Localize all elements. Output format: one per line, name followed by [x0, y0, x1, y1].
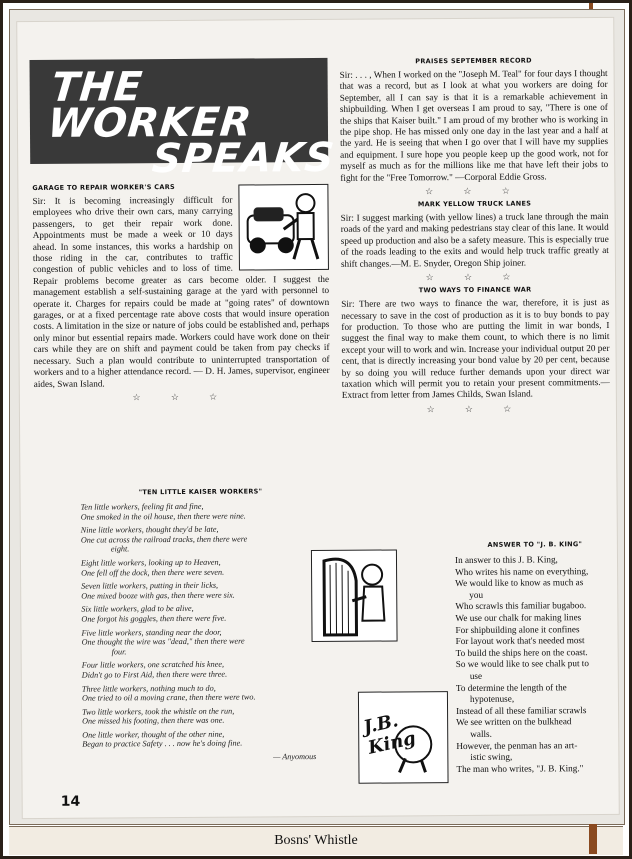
poem-line: One little worker, thought of the other nine,: [82, 729, 225, 740]
poem-line: Five little workers, standing near the door,: [81, 627, 222, 638]
answer-line: use: [469, 670, 483, 681]
poem-stanza: [81, 524, 321, 554]
poem-stanza: [81, 627, 321, 657]
poem: [80, 487, 322, 763]
poem-stanza: [81, 580, 321, 601]
poem-line: One smoked in the oil house, then there were nine.: [80, 511, 246, 522]
banner-line-1: THE WORKER: [45, 64, 255, 147]
divider-stars: ☆ ☆ ☆: [426, 403, 526, 414]
poem-line: One forgot his goggles, then there were five.: [81, 613, 227, 624]
poem-stanza: [82, 706, 322, 727]
corner-marker: [589, 824, 597, 854]
finance-heading: TWO WAYS TO FINANCE WAR: [418, 285, 532, 295]
answer-line: Who writes his name on everything,: [455, 565, 589, 577]
poem-line: One mixed booze with gas, then there were six.: [81, 590, 235, 601]
poem-line: Two little workers, took the whistle on the run,: [82, 706, 235, 717]
poem-line: eight.: [110, 544, 130, 554]
answer-line: you: [469, 589, 484, 600]
answer-line: walls.: [470, 728, 492, 739]
poem-line: Didn't go to First Aid, then there were three.: [81, 669, 228, 680]
praises-text: Sir: . . . , When I worked on the "Joseph M. Teal" for four days I thought that was a record, but as I look at what you workers are doing for September, all I can say is that it is a remarkable achievement in shipbuilding. When I get overseas I am proud to say, "There is one of the ships that Kaiser built." I am proud of my brother who is working in the pipe shop. He has missed only one day in the last year and a half at the yard. He is seeing that when I go over that I will have my supplies and equipment. I sure hope you people keep up the good work, not for myself as much as for the millions like me that have left their jobs to fight for the "Free Tomorrow." —Corporal Eddie Gross.: [339, 67, 609, 183]
answer-line: In answer to this J. B. King,: [454, 554, 558, 566]
poem-line: Eight little workers, looking up to Heaven,: [80, 557, 221, 568]
poem-line: One cut across the railroad tracks, then there were: [80, 534, 248, 545]
answer-heading: ANSWER TO "J. B. KING": [487, 540, 583, 549]
divider-stars: ☆ ☆ ☆: [425, 185, 524, 197]
garage-letter: [32, 182, 330, 407]
harp-illustration: [311, 549, 398, 642]
poem-author: — Anyomous: [273, 752, 317, 762]
garage-text: Sir: It is becoming increasingly difficult for employees who drive their own cars, many carrying passengers, to get their repair work done. Appointments must be made a week or 10 days ahead. In some instances, this works a hardship on those riding in the car, contributes to traffic congestion of public vehicles and to loss of time. Repair problems become greater as cars become older. I suggest the management establish a self-sustaining garage at the yard with personnel to operate it. Charges for repairs could be made at "going rates" of downtown garages, or at a fixed percentage rate above costs that would insure operation costs. A limitation in the size or nature of jobs could be established and, perhaps only minor but essential repairs made. Workers could have work done on their cars while they are on shift and payment could be taken from pay checks if necessary. Such a plan would contribute to uninterrupted transportation of workers and to a higher attendance record. — D. H. James, supervisor, engineer aides, Swan Island.: [32, 194, 330, 389]
answer-line: For layout work that's needed most: [455, 635, 585, 647]
answer-line: We use our chalk for making lines: [455, 612, 582, 624]
answer-line: To build the ships here on the coast.: [455, 646, 588, 658]
poem-line: Four little workers, one scratched his knee,: [81, 659, 225, 670]
banner-line-2: SPEAKS: [150, 134, 337, 183]
poem-line: Seven little workers, putting in their licks,: [81, 580, 219, 591]
page-number: 14: [60, 793, 81, 810]
worker-car-illustration: [238, 184, 329, 271]
jb-king-signature: J.B. King: [361, 710, 418, 759]
poem-line: One tried to oil a moving crane, then there were two.: [81, 692, 256, 703]
answer-line: istic swing,: [470, 751, 513, 763]
worker-car-drawing: [239, 185, 328, 270]
yellow-text: Sir: I suggest marking (with yellow lines) a truck lane through the main roads of the yard and making pedestrians stay clear of this lane. It would speed up production and also be a safety measure. This is especially true of the roads leading to the exits and would help truck traffic greatly at shift changes.—M. E. Snyder, Oregon Ship joiner.: [340, 211, 609, 269]
banner-title: [43, 64, 344, 183]
answer-line: To determine the length of the: [455, 681, 567, 693]
poem-line: Ten little workers, feeling fit and fine,: [80, 501, 204, 512]
poem-heading: "TEN LITTLE KAISER WORKERS": [138, 487, 263, 497]
divider-stars: ☆ ☆ ☆: [132, 391, 232, 403]
poem-line: four.: [111, 647, 127, 657]
answer-line: So we would like to see chalk put to: [455, 658, 589, 670]
answer-line: Instead of all these familiar scrawls: [456, 704, 587, 716]
answer-line: Who scrawls this familiar bugaboo.: [455, 600, 587, 612]
answer-line: The man who writes, "J. B. King.": [456, 762, 584, 774]
answer-line: hypotenuse,: [469, 693, 515, 705]
poem-stanzas: [81, 501, 323, 750]
answer-poem: [455, 540, 617, 775]
poem-stanza: [81, 501, 321, 522]
poem-line: One thought the wire was "dead," then there were: [81, 636, 245, 647]
poem-line: Three little workers, nothing much to do,: [81, 683, 216, 694]
answer-line: We would like to know as much as: [455, 577, 584, 589]
poem-line: Nine little workers, thought they'd be late,: [80, 524, 219, 535]
poem-stanza: [82, 659, 322, 680]
poem-stanza: [81, 557, 321, 578]
page-scan: [9, 9, 625, 825]
divider-stars: ☆ ☆ ☆: [425, 271, 525, 283]
answer-line: We see written on the bulkhead: [456, 716, 572, 728]
jb-king-illustration: [358, 691, 449, 784]
poem-stanza: [82, 729, 322, 750]
footer-title: Bosns' Whistle: [9, 826, 623, 855]
poem-line: One missed his footing, then there was one.: [82, 715, 225, 726]
section-banner: [29, 58, 337, 183]
answer-line: However, the penman has an art-: [456, 739, 578, 751]
answer-line: For shipbuilding alone it confines: [455, 623, 580, 635]
poem-stanza: [82, 682, 322, 703]
poem-stanza: [81, 603, 321, 624]
yellow-heading: MARK YELLOW TRUCK LANES: [417, 199, 532, 209]
corner-marker: [589, 3, 593, 9]
right-column: [339, 56, 610, 419]
poem-line: Began to practice Safety . . . now he's doing fine.: [82, 739, 243, 750]
harp-drawing: [312, 550, 397, 641]
praises-heading: PRAISES SEPTEMBER RECORD: [415, 56, 532, 66]
garage-heading: GARAGE TO REPAIR WORKER'S CARS: [32, 182, 176, 192]
finance-text: Sir: There are two ways to finance the war, therefore, it is just as necessary to save in the cost of production as it is to buy bonds to pay for production. To those who are putting the limit in war bonds, I suggest the final way to make them count, to which there is no limit except your will to work and win. Increase your individual output 20 per cent, that is directly increasing your bond value by 20 per cent, because by so doing you will reduce further demands upon your direct war taxation which will permit you to retain your present commitments.—Extract from letter from James Childs, Swan Island.: [341, 297, 610, 401]
answer-lines: [455, 554, 617, 775]
poem-line: Six little workers, glad to be alive,: [81, 604, 194, 615]
magazine-page: [17, 18, 619, 818]
poem-line: One fell off the dock, then there were seven.: [81, 567, 225, 578]
